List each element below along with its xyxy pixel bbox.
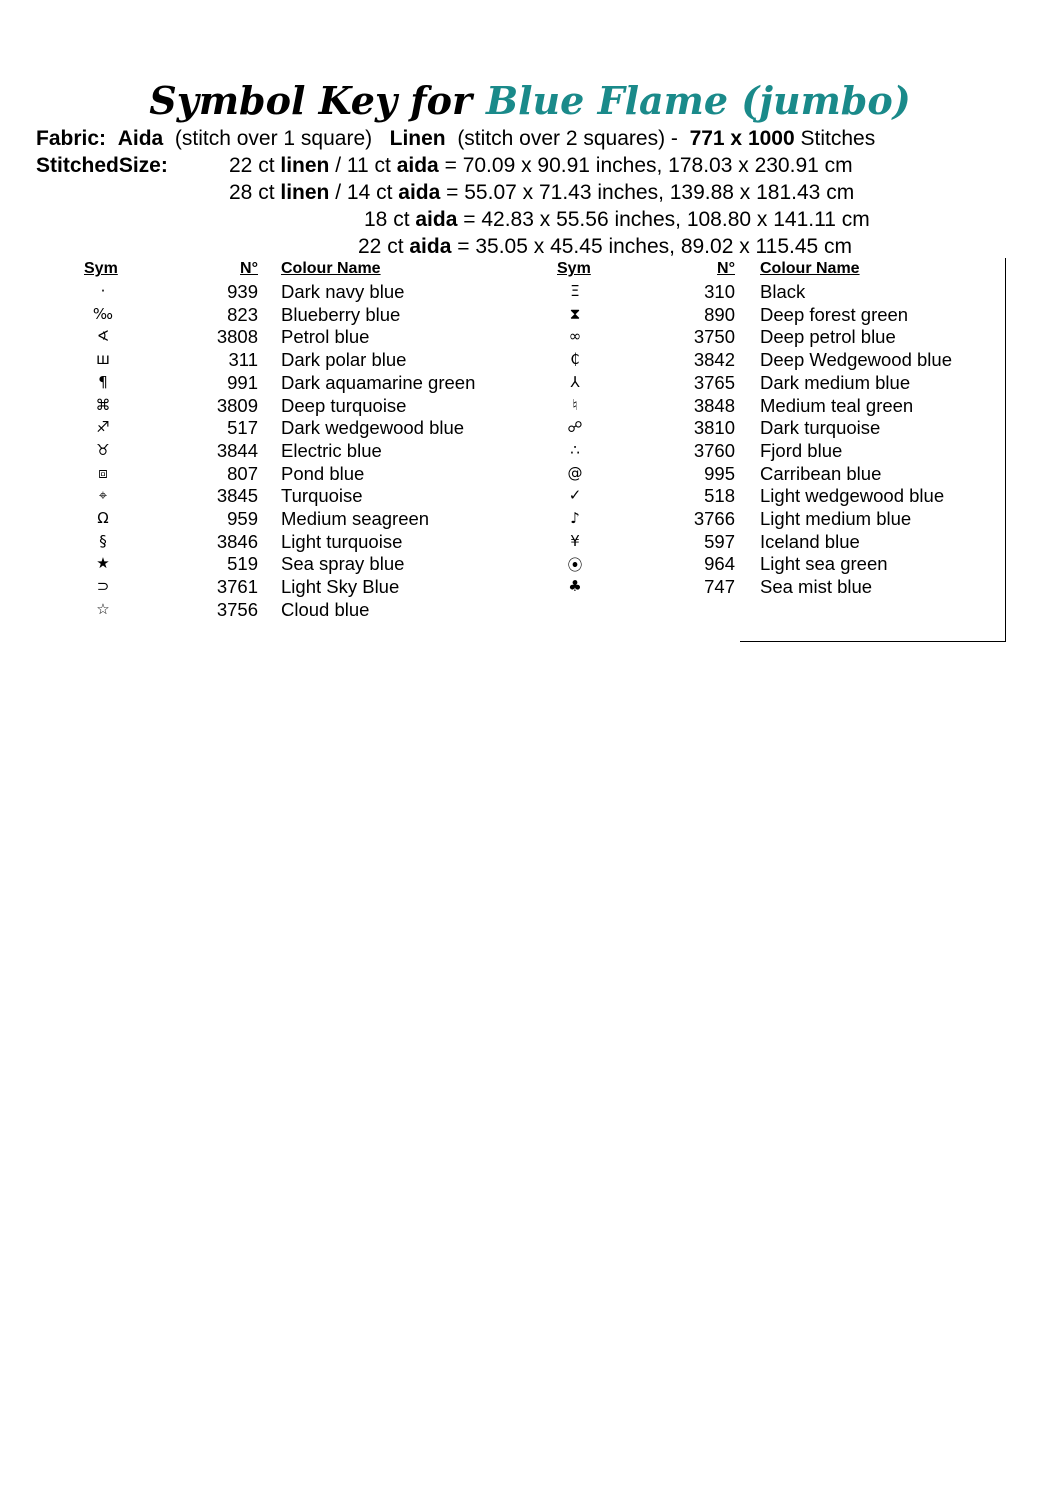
size-fabric-alt: aida: [398, 181, 441, 204]
colour-name: Black: [760, 281, 806, 302]
thread-number: 3844: [216, 439, 258, 461]
thread-number: 939: [227, 281, 258, 302]
colour-name: Sea spray blue: [281, 553, 405, 575]
stitch-symbol-icon: ∴: [570, 440, 580, 459]
table-row: [0, 576, 1060, 599]
thread-number: 3765: [693, 371, 735, 393]
stitch-symbol-icon: ·: [100, 282, 106, 300]
stitch-symbol-icon: ⌘: [95, 395, 111, 414]
colour-name: Deep forest green: [760, 303, 909, 325]
colour-name: Light wedgewood blue: [760, 485, 945, 507]
thread-number: 964: [704, 553, 735, 575]
colour-name: Carribean blue: [760, 462, 882, 484]
stitch-symbol-icon: ‰: [92, 304, 114, 323]
table-row: [0, 553, 1060, 576]
thread-number: 597: [704, 530, 735, 552]
stitch-symbol-icon: ♉: [96, 440, 110, 459]
colour-name: Blueberry blue: [281, 303, 401, 325]
stitch-symbol-icon: ⌖: [98, 486, 108, 505]
stitch-symbol-icon: ♐: [96, 418, 110, 437]
table-row: [0, 463, 1060, 486]
stitch-symbol-icon: ∞: [568, 327, 582, 346]
size-fabric: linen: [280, 154, 330, 177]
colour-name: Light turquoise: [281, 530, 403, 552]
colour-name: Medium teal green: [760, 394, 914, 416]
table-row: [0, 304, 1060, 327]
thread-number: 3808: [216, 326, 258, 348]
colour-name: Deep turquoise: [281, 394, 407, 416]
left-header-name: Colour Name: [281, 260, 381, 277]
fabric-aida: Aida: [117, 127, 164, 150]
table-row: [0, 281, 1060, 304]
size-count: 22 ct: [229, 154, 275, 177]
stitched-size-label: StitchedSize:: [36, 154, 168, 177]
colour-name: Iceland blue: [760, 530, 860, 552]
stitch-count-label: Stitches: [800, 127, 876, 150]
stitch-symbol-icon: ★: [96, 554, 110, 573]
colour-name: Fjord blue: [760, 439, 843, 461]
stitch-symbol-icon: ⧗: [569, 304, 581, 323]
table-row: [0, 372, 1060, 395]
stitch-symbol-icon: ∢: [96, 327, 110, 346]
colour-name: Cloud blue: [281, 598, 370, 620]
table-border-right: [1005, 258, 1006, 642]
thread-number: 3760: [693, 439, 735, 461]
size-count: 18 ct: [364, 208, 410, 231]
table-row: [0, 599, 1060, 622]
colour-name: Medium seagreen: [281, 508, 430, 529]
colour-name: Deep Wedgewood blue: [760, 349, 952, 371]
thread-number: 3756: [216, 598, 258, 620]
table-row: [0, 508, 1060, 531]
stitch-symbol-icon: ⅄: [570, 372, 580, 391]
table-row: [0, 349, 1060, 372]
stitch-symbol-icon: ✓: [568, 486, 582, 505]
stitch-symbol-icon: @: [567, 463, 583, 482]
colour-name: Light sea green: [760, 553, 888, 575]
left-header-sym: Sym: [84, 260, 118, 277]
table-row: [0, 417, 1060, 440]
size-count-alt: / 11 ct: [335, 154, 391, 177]
size-line-3: [364, 208, 870, 232]
size-fabric: aida: [409, 235, 452, 258]
size-fabric: aida: [415, 208, 458, 231]
stitch-symbol-icon: §: [99, 531, 107, 550]
thread-number: 3846: [216, 530, 258, 552]
stitch-symbol-icon: ₵: [570, 350, 580, 369]
thread-number: 3750: [693, 326, 735, 348]
thread-number: 3766: [693, 508, 735, 529]
left-header-num: N°: [240, 260, 258, 277]
thread-number: 518: [704, 485, 735, 507]
right-header-sym: Sym: [557, 260, 591, 277]
thread-number: 3842: [693, 349, 735, 371]
table-row: [0, 485, 1060, 508]
thread-number: 519: [227, 553, 258, 575]
thread-number: 311: [228, 349, 258, 371]
thread-number: 3845: [216, 485, 258, 507]
thread-number: 807: [227, 462, 258, 484]
thread-number: 3809: [216, 394, 258, 416]
fabric-line: [36, 127, 875, 151]
title-prefix: Symbol Key for: [149, 78, 472, 123]
size-count: 22 ct: [358, 235, 404, 258]
colour-name: Dark wedgewood blue: [281, 417, 465, 439]
stitch-symbol-icon: ♮: [572, 395, 578, 414]
stitch-symbol-icon: ш: [96, 350, 110, 369]
table-border-bottom: [740, 641, 1006, 642]
size-dimensions: = 42.83 x 55.56 inches, 108.80 x 141.11 cm: [463, 208, 870, 231]
thread-number: 959: [227, 508, 258, 529]
colour-name: Light Sky Blue: [281, 576, 400, 598]
colour-name: Sea mist blue: [760, 576, 873, 598]
table-row: [0, 531, 1060, 554]
colour-name: Electric blue: [281, 439, 382, 461]
colour-name: Dark turquoise: [760, 417, 881, 439]
thread-number: 3761: [216, 576, 258, 598]
stitch-symbol-icon: ♣: [568, 577, 582, 596]
size-fabric: linen: [280, 181, 330, 204]
stitch-symbol-icon: ⦿: [567, 556, 583, 575]
thread-number: 747: [704, 576, 735, 598]
colour-name: Turquoise: [281, 485, 363, 507]
thread-number: 3810: [693, 417, 735, 439]
colour-name: Dark navy blue: [281, 281, 405, 302]
stitch-symbol-icon: ☍: [567, 418, 583, 437]
stitch-symbol-icon: Ω: [97, 509, 109, 527]
fabric-label: Fabric:: [36, 127, 107, 150]
size-count-alt: / 14 ct: [335, 181, 393, 204]
colour-name: Light medium blue: [760, 508, 912, 529]
pattern-name: Blue Flame (jumbo): [486, 78, 911, 123]
thread-number: 310: [704, 281, 735, 302]
right-header-num: N°: [717, 260, 735, 277]
colour-name: Petrol blue: [281, 326, 370, 348]
colour-name: Dark medium blue: [760, 371, 911, 393]
thread-number: 823: [227, 303, 258, 325]
size-line-1: [229, 154, 853, 178]
right-header-name: Colour Name: [760, 260, 860, 277]
size-dimensions: = 35.05 x 45.45 inches, 89.02 x 115.45 cm: [457, 235, 853, 258]
stitch-symbol-icon: Ξ: [570, 282, 580, 300]
colour-name: Dark polar blue: [281, 349, 407, 371]
fabric-linen-note: (stitch over 2 squares) -: [457, 127, 678, 150]
table-row: [0, 326, 1060, 349]
colour-name: Pond blue: [281, 462, 365, 484]
thread-number: 3848: [693, 394, 735, 416]
size-fabric-alt: aida: [396, 154, 439, 177]
fabric-linen: Linen: [389, 127, 446, 150]
table-row: [0, 440, 1060, 463]
size-line-2: [229, 181, 854, 205]
thread-number: 991: [227, 371, 258, 393]
page-title: [0, 78, 1060, 123]
fabric-aida-note: (stitch over 1 square): [174, 127, 373, 150]
size-dimensions: = 70.09 x 90.91 inches, 178.03 x 230.91 cm: [444, 154, 853, 177]
table-row: [0, 395, 1060, 418]
stitch-symbol-icon: ♪: [570, 509, 580, 527]
stitch-symbol-icon: ⊃: [96, 577, 110, 596]
thread-number: 517: [227, 417, 258, 439]
colour-name: Deep petrol blue: [760, 326, 896, 348]
size-line-4: [358, 235, 852, 259]
stitch-symbol-icon: ⧈: [98, 463, 108, 482]
thread-number: 995: [704, 462, 735, 484]
size-dimensions: = 55.07 x 71.43 inches, 139.88 x 181.43 cm: [446, 181, 855, 204]
stitch-symbol-icon: ¥: [570, 531, 580, 550]
stitch-symbol-icon: ¶: [98, 372, 108, 391]
colour-name: Dark aquamarine green: [281, 371, 476, 393]
thread-number: 890: [704, 303, 735, 325]
stitch-symbol-icon: ☆: [96, 599, 110, 618]
size-count: 28 ct: [229, 181, 275, 204]
stitch-count: 771 x 1000: [689, 127, 795, 150]
